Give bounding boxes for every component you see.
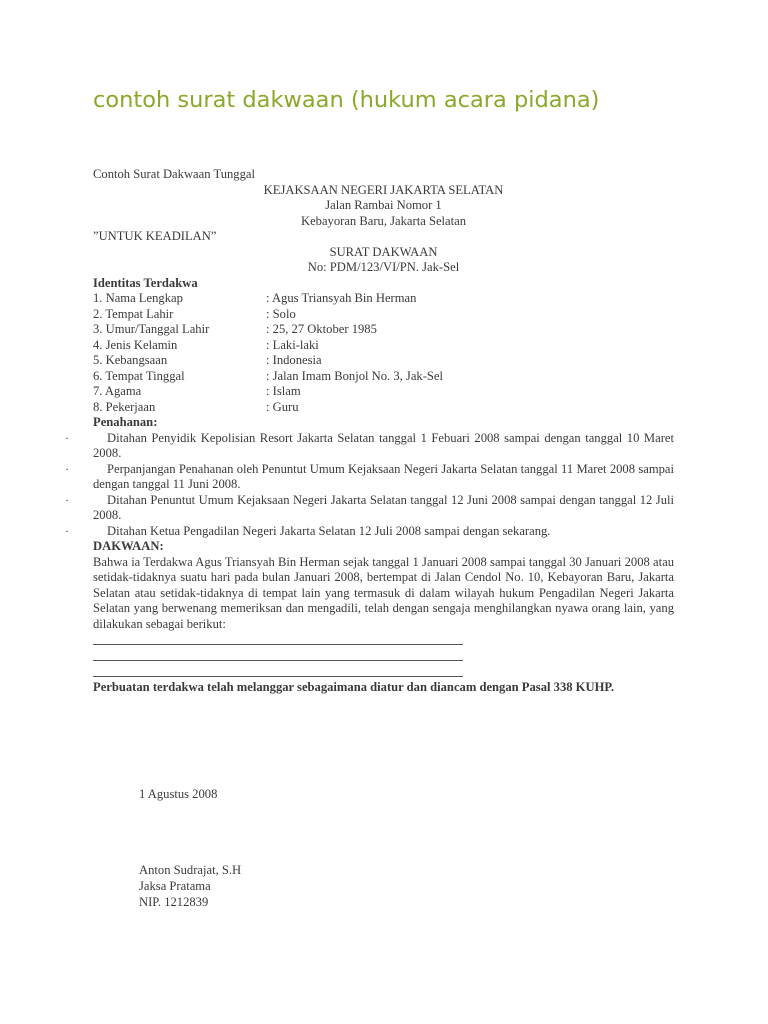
address-line-1: Jalan Rambai Nomor 1 [325,198,442,212]
list-item [65,430,674,462]
detention-text: Ditahan Penuntut Umum Kejaksaan Negeri Jakarta Selatan tanggal 12 Juni 2008 sampai dengan tanggal 12 Juli 2008. [93,492,674,522]
identity-row [93,369,674,385]
identity-label: 6. Tempat Tinggal [93,368,185,383]
identity-value: : Jalan Imam Bonjol No. 3, Jak-Sel [266,368,443,383]
conclusion: Perbuatan terdakwa telah melanggar sebagaimana diatur dan diancam dengan Pasal 338 KUHP. [93,680,615,694]
indictment-heading: DAKWAAN: [93,539,164,553]
letter-title: SURAT DAKWAAN [329,244,438,259]
identity-value: : Guru [266,399,299,414]
signatory-position: Jaksa Pratama [139,879,211,893]
identity-list [93,291,674,415]
identity-row [93,384,674,400]
identity-value: : Islam [266,384,301,398]
identity-label: 7. Agama [93,384,142,398]
bullet-icon: · [65,523,69,538]
bullet-icon: · [65,430,69,445]
identity-row [93,338,674,354]
signatory-name: Anton Sudrajat, S.H [139,863,242,877]
address-line-2: Kebayoran Baru, Jakarta Selatan [300,213,467,228]
blank-line [93,632,463,645]
bullet-icon: · [65,492,69,507]
detention-text: Ditahan Penyidik Kepolisian Resort Jakarta Selatan tanggal 1 Febuari 2008 sampai dengan tanggal 10 Maret 2008. [93,430,674,460]
identity-label: 2. Tempat Lahir [93,306,174,321]
identity-row [93,322,674,338]
identity-label: 5. Kebangsaan [93,353,168,367]
identity-row [93,353,674,369]
institution-name: KEJAKSAAN NEGERI JAKARTA SELATAN [263,182,504,197]
letter-number: No: PDM/123/VI/PN. Jak-Sel [307,260,460,274]
detention-list [65,430,674,540]
identity-row [93,307,674,323]
list-item [65,492,674,524]
signature-block [139,862,241,910]
blank-line [93,664,463,677]
identity-label: 4. Jenis Kelamin [93,337,178,352]
indictment-body: Bahwa ia Terdakwa Agus Triansyah Bin Herman sejak tanggal 1 Januari 2008 sampai tanggal 30 Januari 2008 atau setidak-tidaknya suatu hari pada bulan Januari 2008, bertempat di Jalan Cendol No. 10, Kebayoran Baru, Jakarta Selatan atau setidak-tidaknya di tempat lain yang termasuk di dalam wilayah hukum Pengadilan Negeri Jakarta Selatan yang berwenang memeriksan dan mengadili, telah dengan sengaja menghilangkan nyawa orang lain, yang dilakukan sebagai berikut: [93,554,674,631]
detention-text: Ditahan Ketua Pengadilan Negeri Jakarta Selatan 12 Juli 2008 sampai dengan sekarang. [107,523,551,538]
signature-date: 1 Agustus 2008 [139,787,218,801]
identity-value: : 25, 27 Oktober 1985 [266,322,377,336]
motto: ”UNTUK KEADILAN” [93,229,217,243]
identity-row [93,291,674,307]
identity-label: 1. Nama Lengkap [93,291,183,305]
detention-text: Perpanjangan Penahanan oleh Penuntut Umum Kejaksaan Negeri Jakarta Selatan tanggal 11 Maret 2008 sampai dengan tanggal 11 Juni 2008. [93,461,674,491]
page-title: contoh surat dakwaan (hukum acara pidana) [93,87,600,113]
identity-value: : Agus Triansyah Bin Herman [266,291,417,305]
letter-heading: Contoh Surat Dakwaan Tunggal [93,167,255,181]
identity-label: 3. Umur/Tanggal Lahir [93,322,210,336]
identity-row [93,400,674,416]
blank-line [93,648,463,661]
detention-heading: Penahanan: [93,415,158,429]
identity-value: : Laki-laki [266,337,319,352]
identity-value: : Indonesia [266,353,322,367]
list-item [65,523,674,540]
identity-heading: Identitas Terdakwa [93,275,198,290]
bullet-icon: · [65,461,69,476]
identity-value: : Solo [266,306,296,321]
list-item [65,461,674,493]
letter-body [65,167,674,696]
signatory-nip: NIP. 1212839 [139,895,209,909]
identity-label: 8. Pekerjaan [93,399,156,414]
